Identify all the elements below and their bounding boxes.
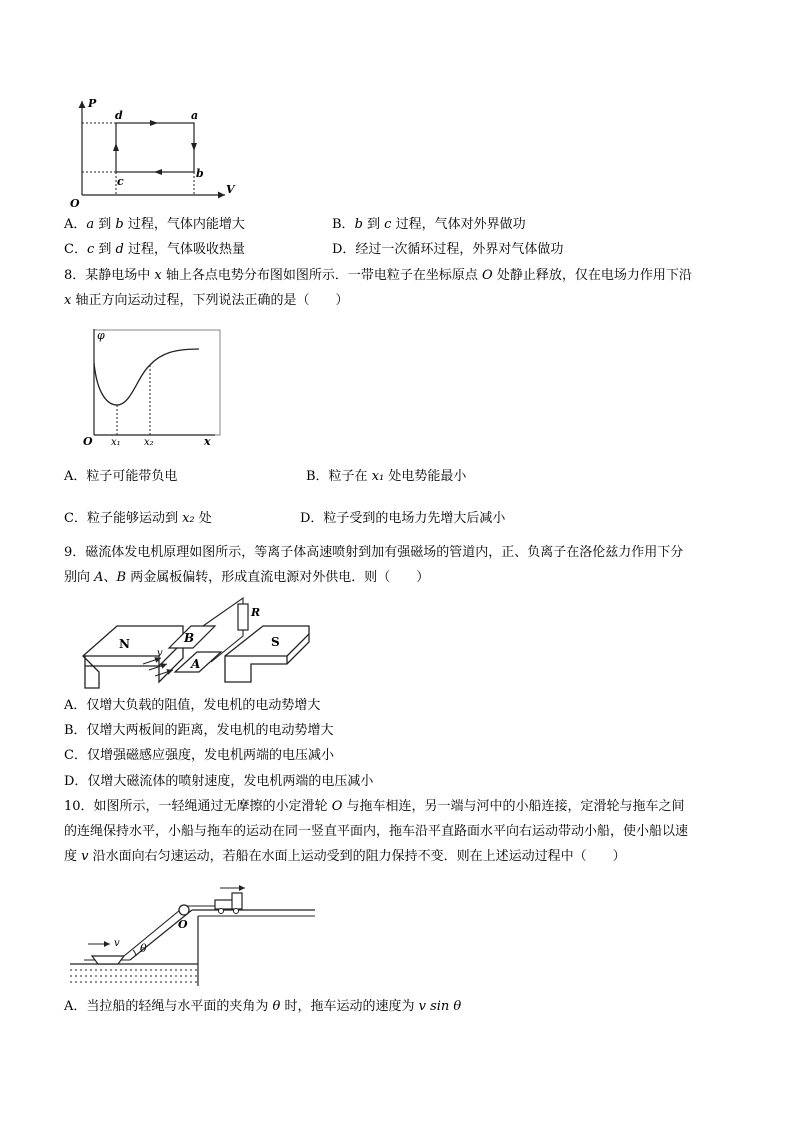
angle-theta-label: θ bbox=[140, 942, 147, 955]
x-axis-label: x bbox=[204, 435, 211, 448]
q9-stem-line1: 9．磁流体发电机原理如图所示，等离子体高速喷射到加有强磁场的管道内，正、负离子在洛伦兹力作用下分 bbox=[64, 545, 684, 560]
cycle-rectangle bbox=[116, 123, 194, 172]
n-pole-label: N bbox=[119, 637, 130, 651]
pv-diagram bbox=[70, 95, 245, 210]
pulley bbox=[179, 905, 189, 915]
q9-option-d: D．仅增大磁流体的喷射速度，发电机两端的电压减小 bbox=[64, 774, 374, 789]
v-axis-label: V bbox=[226, 183, 235, 196]
resistor-label: R bbox=[251, 606, 261, 619]
potential-graph bbox=[75, 325, 225, 450]
boat-velocity-label: v bbox=[114, 938, 120, 949]
q9-option-b: B．仅增大两板间的距离，发电机的电动势增大 bbox=[64, 723, 334, 738]
mhd-generator-diagram bbox=[75, 596, 340, 696]
q8-option-c: C．粒子能够运动到 x₂ 处 bbox=[64, 511, 212, 526]
x1-tick-label: x₁ bbox=[111, 437, 121, 448]
q8-option-b: B．粒子在 x₁ 处电势能最小 bbox=[306, 469, 467, 484]
point-c-label: c bbox=[117, 175, 124, 188]
pulley-label: O bbox=[178, 918, 188, 931]
q8-option-a: A．粒子可能带负电 bbox=[64, 469, 178, 484]
q10-option-a: A．当拉船的轻绳与水平面的夹角为 θ 时，拖车运动的速度为 v sin θ bbox=[64, 999, 462, 1014]
resistor bbox=[238, 604, 248, 630]
potential-curve bbox=[94, 349, 199, 405]
q10-stem-line1: 10．如图所示，一轻绳通过无摩擦的小定滑轮 O 与拖车相连，另一端与河中的小船连接，定滑轮与拖车之间 bbox=[64, 799, 685, 814]
plate-a-label: A bbox=[191, 657, 201, 671]
q8-stem-line1: 8．某静电场中 x 轴上各点电势分布图如图所示．一带电粒子在坐标原点 O 处静止释放，仅在电场力作用下沿 bbox=[64, 268, 692, 283]
point-d-label: d bbox=[115, 109, 123, 122]
q10-stem-line3: 度 v 沿水面向右匀速运动，若船在水面上运动受到的阻力保持不变．则在上述运动过程中（ ） bbox=[64, 849, 626, 864]
origin-label: O bbox=[83, 435, 93, 448]
q9-option-c: C．仅增强磁感应强度，发电机两端的电压减小 bbox=[64, 748, 334, 763]
q8-option-d: D．粒子受到的电场力先增大后减小 bbox=[300, 511, 506, 526]
s-pole-label: S bbox=[271, 635, 280, 649]
origin-label: O bbox=[70, 197, 80, 210]
q7-option-d: D．经过一次循环过程，外界对气体做功 bbox=[332, 242, 564, 257]
q9-stem-line2: 别向 A、B 两金属板偏转，形成直流电源对外供电．则（ ） bbox=[64, 570, 430, 585]
q10-stem-line2: 的连绳保持水平，小船与拖车的运动在同一竖直平面内，拖车沿平直路面水平向右运动带动小船，使小船以速 bbox=[64, 824, 689, 839]
phi-axis-label: φ bbox=[97, 329, 105, 342]
velocity-label: v bbox=[157, 648, 163, 659]
q9-option-a: A．仅增大负载的阻值，发电机的电动势增大 bbox=[64, 698, 321, 713]
x2-tick-label: x₂ bbox=[144, 437, 154, 448]
q7-option-b: B．b 到 c 过程，气体对外界做功 bbox=[332, 217, 526, 232]
q7-option-a: A．a 到 b 过程，气体内能增大 bbox=[64, 217, 245, 232]
boat bbox=[92, 956, 124, 964]
boat-tow-diagram bbox=[70, 880, 320, 990]
plate-b-label: B bbox=[184, 631, 195, 645]
q7-option-c: C．c 到 d 过程，气体吸收热量 bbox=[64, 242, 245, 257]
point-b-label: b bbox=[196, 167, 204, 180]
q8-stem-line2: x 轴正方向运动过程，下列说法正确的是（ ） bbox=[64, 293, 349, 308]
p-axis-label: P bbox=[88, 97, 97, 110]
point-a-label: a bbox=[191, 109, 199, 122]
